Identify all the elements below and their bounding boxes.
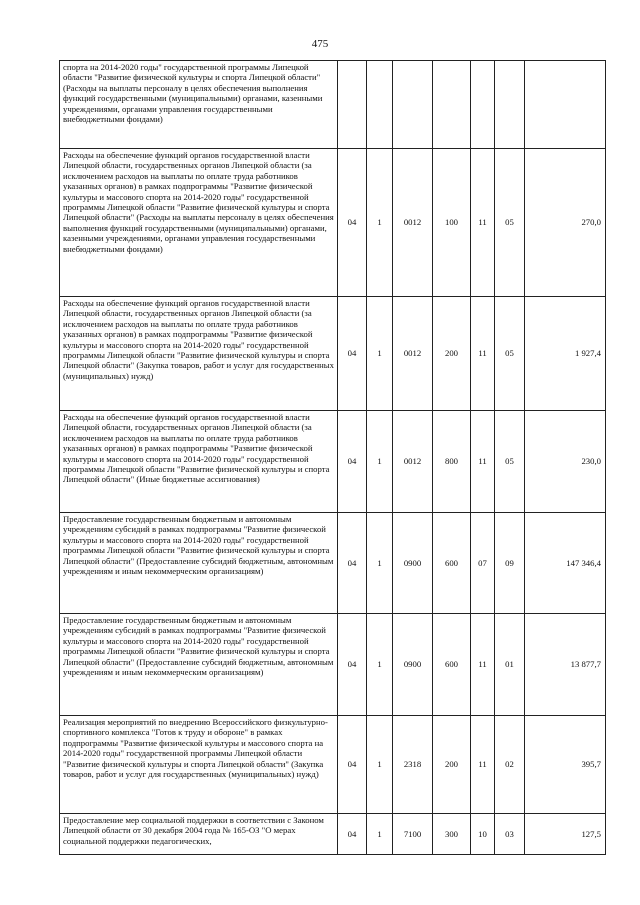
code-program: 1 — [367, 297, 393, 411]
code-subsection — [495, 61, 525, 149]
code-section — [471, 61, 495, 149]
row-description: Расходы на обеспечение функций органов государственной власти Липецкой области, государственных органов Липецкой области (за исключением расходов на выплаты по оплате труда работников указанных органов) в рамках подпрограммы "Развитие физической культуры и массового спорта на 2014-2020 годы" государственной программы Липецкой области "Развитие физической культуры и спорта Липецкой области" (Расходы на выплаты персоналу в целях обеспечения выполнения функций государственными (муниципальными) органами, казенными учреждениями, органами управления государственными внебюджетными фондами) — [60, 149, 338, 297]
amount: 270,0 — [525, 149, 606, 297]
amount: 13 877,7 — [525, 614, 606, 716]
code-subsection: 02 — [495, 716, 525, 814]
code-subsection: 01 — [495, 614, 525, 716]
code-ministry: 04 — [338, 297, 367, 411]
table-row — [60, 149, 606, 297]
row-description: Расходы на обеспечение функций органов государственной власти Липецкой области, государственных органов Липецкой области (за исключением расходов на выплаты по оплате труда работников указанных органов) в рамках подпрограммы "Развитие физической культуры и массового спорта на 2014-2020 годы" государственной программы Липецкой области "Развитие физической культуры и спорта Липецкой области" (Иные бюджетные ассигнования) — [60, 411, 338, 513]
code-subsection: 05 — [495, 149, 525, 297]
amount: 127,5 — [525, 814, 606, 855]
code-ministry: 04 — [338, 614, 367, 716]
code-section: 11 — [471, 149, 495, 297]
table-row — [60, 297, 606, 411]
code-expense-type: 200 — [433, 716, 471, 814]
code-program: 1 — [367, 814, 393, 855]
code-program: 1 — [367, 614, 393, 716]
code-target: 0012 — [393, 149, 433, 297]
budget-table — [59, 60, 606, 855]
code-program: 1 — [367, 716, 393, 814]
table-row — [60, 814, 606, 855]
code-expense-type: 300 — [433, 814, 471, 855]
code-ministry — [338, 61, 367, 149]
table-row — [60, 614, 606, 716]
code-ministry: 04 — [338, 716, 367, 814]
code-target: 7100 — [393, 814, 433, 855]
code-program: 1 — [367, 411, 393, 513]
table-row — [60, 61, 606, 149]
row-description: Предоставление государственным бюджетным и автономным учреждениям субсидий в рамках подпрограммы "Развитие физической культуры и массового спорта на 2014-2020 годы" государственной программы Липецкой области "Развитие физической культуры и спорта Липецкой области" (Предоставление субсидий бюджетным, автономным учреждениям и иным некоммерческим организациям) — [60, 513, 338, 614]
code-section: 07 — [471, 513, 495, 614]
code-ministry: 04 — [338, 513, 367, 614]
code-subsection: 09 — [495, 513, 525, 614]
amount: 395,7 — [525, 716, 606, 814]
code-section: 11 — [471, 716, 495, 814]
code-target — [393, 61, 433, 149]
code-ministry: 04 — [338, 411, 367, 513]
code-target: 0900 — [393, 614, 433, 716]
code-section: 10 — [471, 814, 495, 855]
code-ministry: 04 — [338, 149, 367, 297]
code-program: 1 — [367, 513, 393, 614]
code-expense-type: 800 — [433, 411, 471, 513]
code-target: 0012 — [393, 411, 433, 513]
table-row — [60, 411, 606, 513]
amount: 230,0 — [525, 411, 606, 513]
code-expense-type: 200 — [433, 297, 471, 411]
row-description: спорта на 2014-2020 годы" государственной программы Липецкой области "Развитие физической культуры и спорта Липецкой области" (Расходы на выплаты персоналу в целях обеспечения выполнения функций государственными (муниципальными) органами, казенными учреждениями, органами управления государственными внебюджетными фондами) — [60, 61, 338, 149]
table-row — [60, 513, 606, 614]
code-program: 1 — [367, 149, 393, 297]
code-subsection: 05 — [495, 411, 525, 513]
code-ministry: 04 — [338, 814, 367, 855]
page-number: 475 — [311, 38, 329, 50]
code-expense-type: 600 — [433, 614, 471, 716]
code-target: 2318 — [393, 716, 433, 814]
code-section: 11 — [471, 297, 495, 411]
amount — [525, 61, 606, 149]
code-target: 0012 — [393, 297, 433, 411]
code-program — [367, 61, 393, 149]
code-section: 11 — [471, 411, 495, 513]
code-expense-type: 100 — [433, 149, 471, 297]
table-row — [60, 716, 606, 814]
code-target: 0900 — [393, 513, 433, 614]
code-section: 11 — [471, 614, 495, 716]
code-subsection: 05 — [495, 297, 525, 411]
row-description: Расходы на обеспечение функций органов государственной власти Липецкой области, государственных органов Липецкой области (за исключением расходов на выплаты по оплате труда работников указанных органов) в рамках подпрограммы "Развитие физической культуры и массового спорта на 2014-2020 годы" государственной программы Липецкой области "Развитие физической культуры и спорта Липецкой области" (Закупка товаров, работ и услуг для государственных (муниципальных) нужд) — [60, 297, 338, 411]
row-description: Предоставление мер социальной поддержки в соответствии с Законом Липецкой области от 30 декабря 2004 года № 165-ОЗ "О мерах социальной поддержки педагогических, — [60, 814, 338, 855]
row-description: Предоставление государственным бюджетным и автономным учреждениям субсидий в рамках подпрограммы "Развитие физической культуры и массового спорта на 2014-2020 годы" государственной программы Липецкой области "Развитие физической культуры и спорта Липецкой области" (Предоставление субсидий бюджетным, автономным учреждениям и иным некоммерческим организациям) — [60, 614, 338, 716]
amount: 147 346,4 — [525, 513, 606, 614]
code-expense-type — [433, 61, 471, 149]
code-subsection: 03 — [495, 814, 525, 855]
row-description: Реализация мероприятий по внедрению Всероссийского физкультурно-спортивного комплекса "Готов к труду и обороне" в рамках подпрограммы "Развитие физической культуры и массового спорта на 2014-2020 годы" государственной программы Липецкой области "Развитие физической культуры и спорта Липецкой области" (Закупка товаров, работ и услуг для государственных (муниципальных) нужд) — [60, 716, 338, 814]
amount: 1 927,4 — [525, 297, 606, 411]
code-expense-type: 600 — [433, 513, 471, 614]
